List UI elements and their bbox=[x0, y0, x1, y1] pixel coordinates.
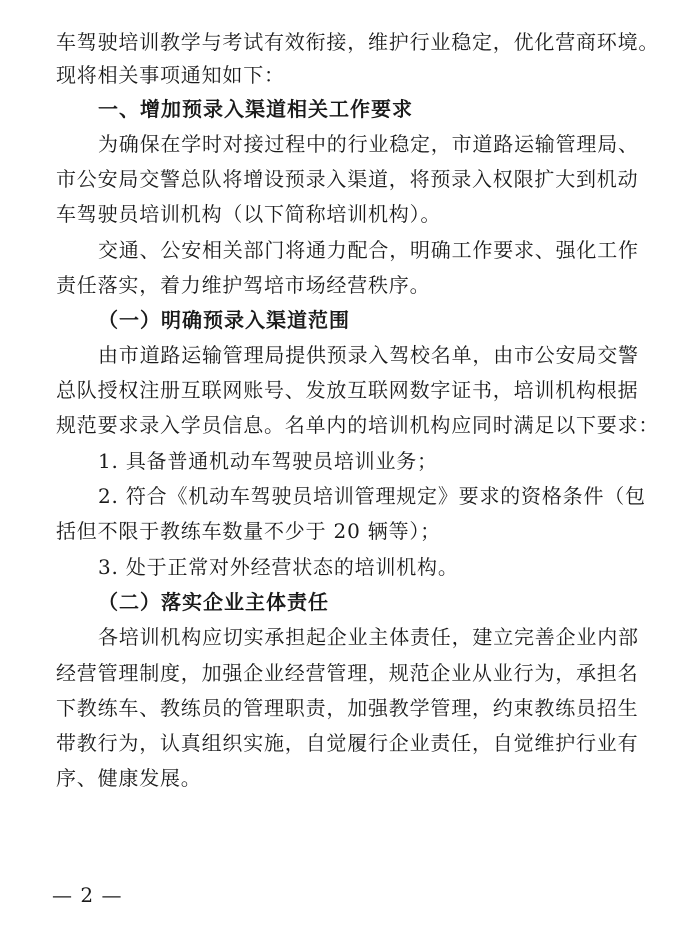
list-item: 3. 处于正常对外经营状态的培训机构。 bbox=[98, 555, 459, 579]
body-text-line: 下教练车、教练员的管理职责，加强教学管理，约束教练员招生 bbox=[56, 696, 639, 720]
body-text-line: 序、健康发展。 bbox=[56, 766, 202, 790]
body-text-line: 规范要求录入学员信息。名单内的培训机构应同时满足以下要求： bbox=[56, 413, 660, 437]
list-item: 1. 具备普通机动车驾驶员培训业务； bbox=[98, 449, 438, 473]
body-text-line: 括但不限于教练车数量不少于 20 辆等）； bbox=[56, 519, 441, 543]
body-text-line: 带教行为，认真组织实施，自觉履行企业责任，自觉维护行业有 bbox=[56, 731, 639, 755]
paragraph-first-line: 各培训机构应切实承担起企业主体责任，建立完善企业内部 bbox=[98, 625, 639, 649]
body-text-line: 市公安局交警总队将增设预录入渠道，将预录入权限扩大到机动 bbox=[56, 167, 639, 191]
body-text-line: 车驾驶培训教学与考试有效衔接，维护行业稳定，优化营商环境。 bbox=[56, 30, 660, 54]
subsection-heading: （一）明确预录入渠道范围 bbox=[98, 308, 350, 332]
body-text-line: 责任落实，着力维护驾培市场经营秩序。 bbox=[56, 273, 431, 297]
body-text-line: 总队授权注册互联网账号、发放互联网数字证书，培训机构根据 bbox=[56, 378, 639, 402]
body-text-line: 经营管理制度，加强企业经营管理，规范企业从业行为，承担名 bbox=[56, 661, 639, 685]
body-text-line: 现将相关事项通知如下： bbox=[56, 63, 285, 87]
body-text-line: 车驾驶员培训机构（以下简称培训机构）。 bbox=[56, 202, 442, 226]
page-number: — 2 — bbox=[52, 883, 123, 907]
section-heading: 一、增加预录入渠道相关工作要求 bbox=[98, 97, 413, 121]
paragraph-first-line: 交通、公安相关部门将通力配合，明确工作要求、强化工作 bbox=[98, 238, 639, 262]
paragraph-first-line: 由市道路运输管理局提供预录入驾校名单，由市公安局交警 bbox=[98, 343, 639, 367]
paragraph-first-line: 为确保在学时对接过程中的行业稳定，市道路运输管理局、 bbox=[98, 132, 639, 156]
subsection-heading: （二）落实企业主体责任 bbox=[98, 590, 329, 614]
list-item: 2. 符合《机动车驾驶员培训管理规定》要求的资格条件（包 bbox=[98, 484, 646, 508]
